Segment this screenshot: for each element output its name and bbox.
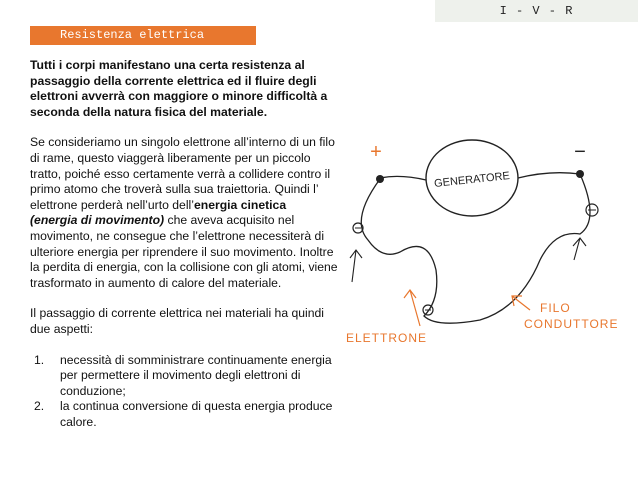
wire-top-right <box>518 173 580 178</box>
wire-top-left <box>380 176 426 180</box>
kinetic-energy-term: energia cinetica <box>193 197 287 212</box>
list-item <box>30 353 340 400</box>
electron-pointer-arrow <box>404 290 420 326</box>
explanation-part2: che aveva acquisito nel movimento, ne consegue che l’elettrone necessiterà di ulteriore energia per riprendere il suo movimento. Inoltre la perdita di energia, con la collisione con gli atomi, viene trasformato in aumento di calore del materiale. <box>30 213 338 290</box>
wire-label-line2: CONDUTTORE <box>524 317 619 331</box>
minus-sign: − <box>574 141 586 163</box>
list-text: la continua conversione di questa energia produce calore. <box>60 399 333 429</box>
movement-energy-term: (energia di movimento) <box>30 213 165 228</box>
aspects-list <box>30 353 340 431</box>
wire-label-line1: FILO <box>540 301 571 315</box>
wire-pointer-arrow <box>512 296 530 310</box>
content-body <box>30 58 340 430</box>
list-number: 2. <box>34 399 45 414</box>
plus-sign: + <box>370 141 382 163</box>
electron-label: ELETTRONE <box>346 331 428 345</box>
arrow-icon <box>350 250 362 282</box>
slide-title: Resistenza elettrica <box>30 26 256 45</box>
circuit-drawing <box>340 130 635 360</box>
generator-label: GENERATORE <box>433 170 511 190</box>
intro-paragraph: Tutti i corpi manifestano una certa resistenza al passaggio della corrente elettrica ed il fluire degli elettroni avverrà con maggiore o minore difficoltà a seconda della natura fisica del materiale. <box>30 58 328 119</box>
aspects-intro: Il passaggio di corrente elettrica nei materiali ha quindi due aspetti: <box>30 306 325 336</box>
explanation-paragraph <box>30 135 340 291</box>
explanation-part1: Se consideriamo un singolo elettrone all’interno di un filo di rame, questo viaggerà liberamente per un piccolo tratto, poiché esso certamente verrà a collidere contro il primo atomo che troverà sulla sua traiettoria. Quindi l’ elettrone perderà nell’urto dell’ <box>30 135 335 212</box>
list-number: 1. <box>34 352 45 367</box>
list-item <box>30 399 340 430</box>
list-text: necessità di somministrare continuamente energia per permettere il movimento degli elettroni di conduzione; <box>60 352 332 398</box>
arrow-icon <box>573 238 586 260</box>
nav-label: I - V - R <box>435 0 638 22</box>
